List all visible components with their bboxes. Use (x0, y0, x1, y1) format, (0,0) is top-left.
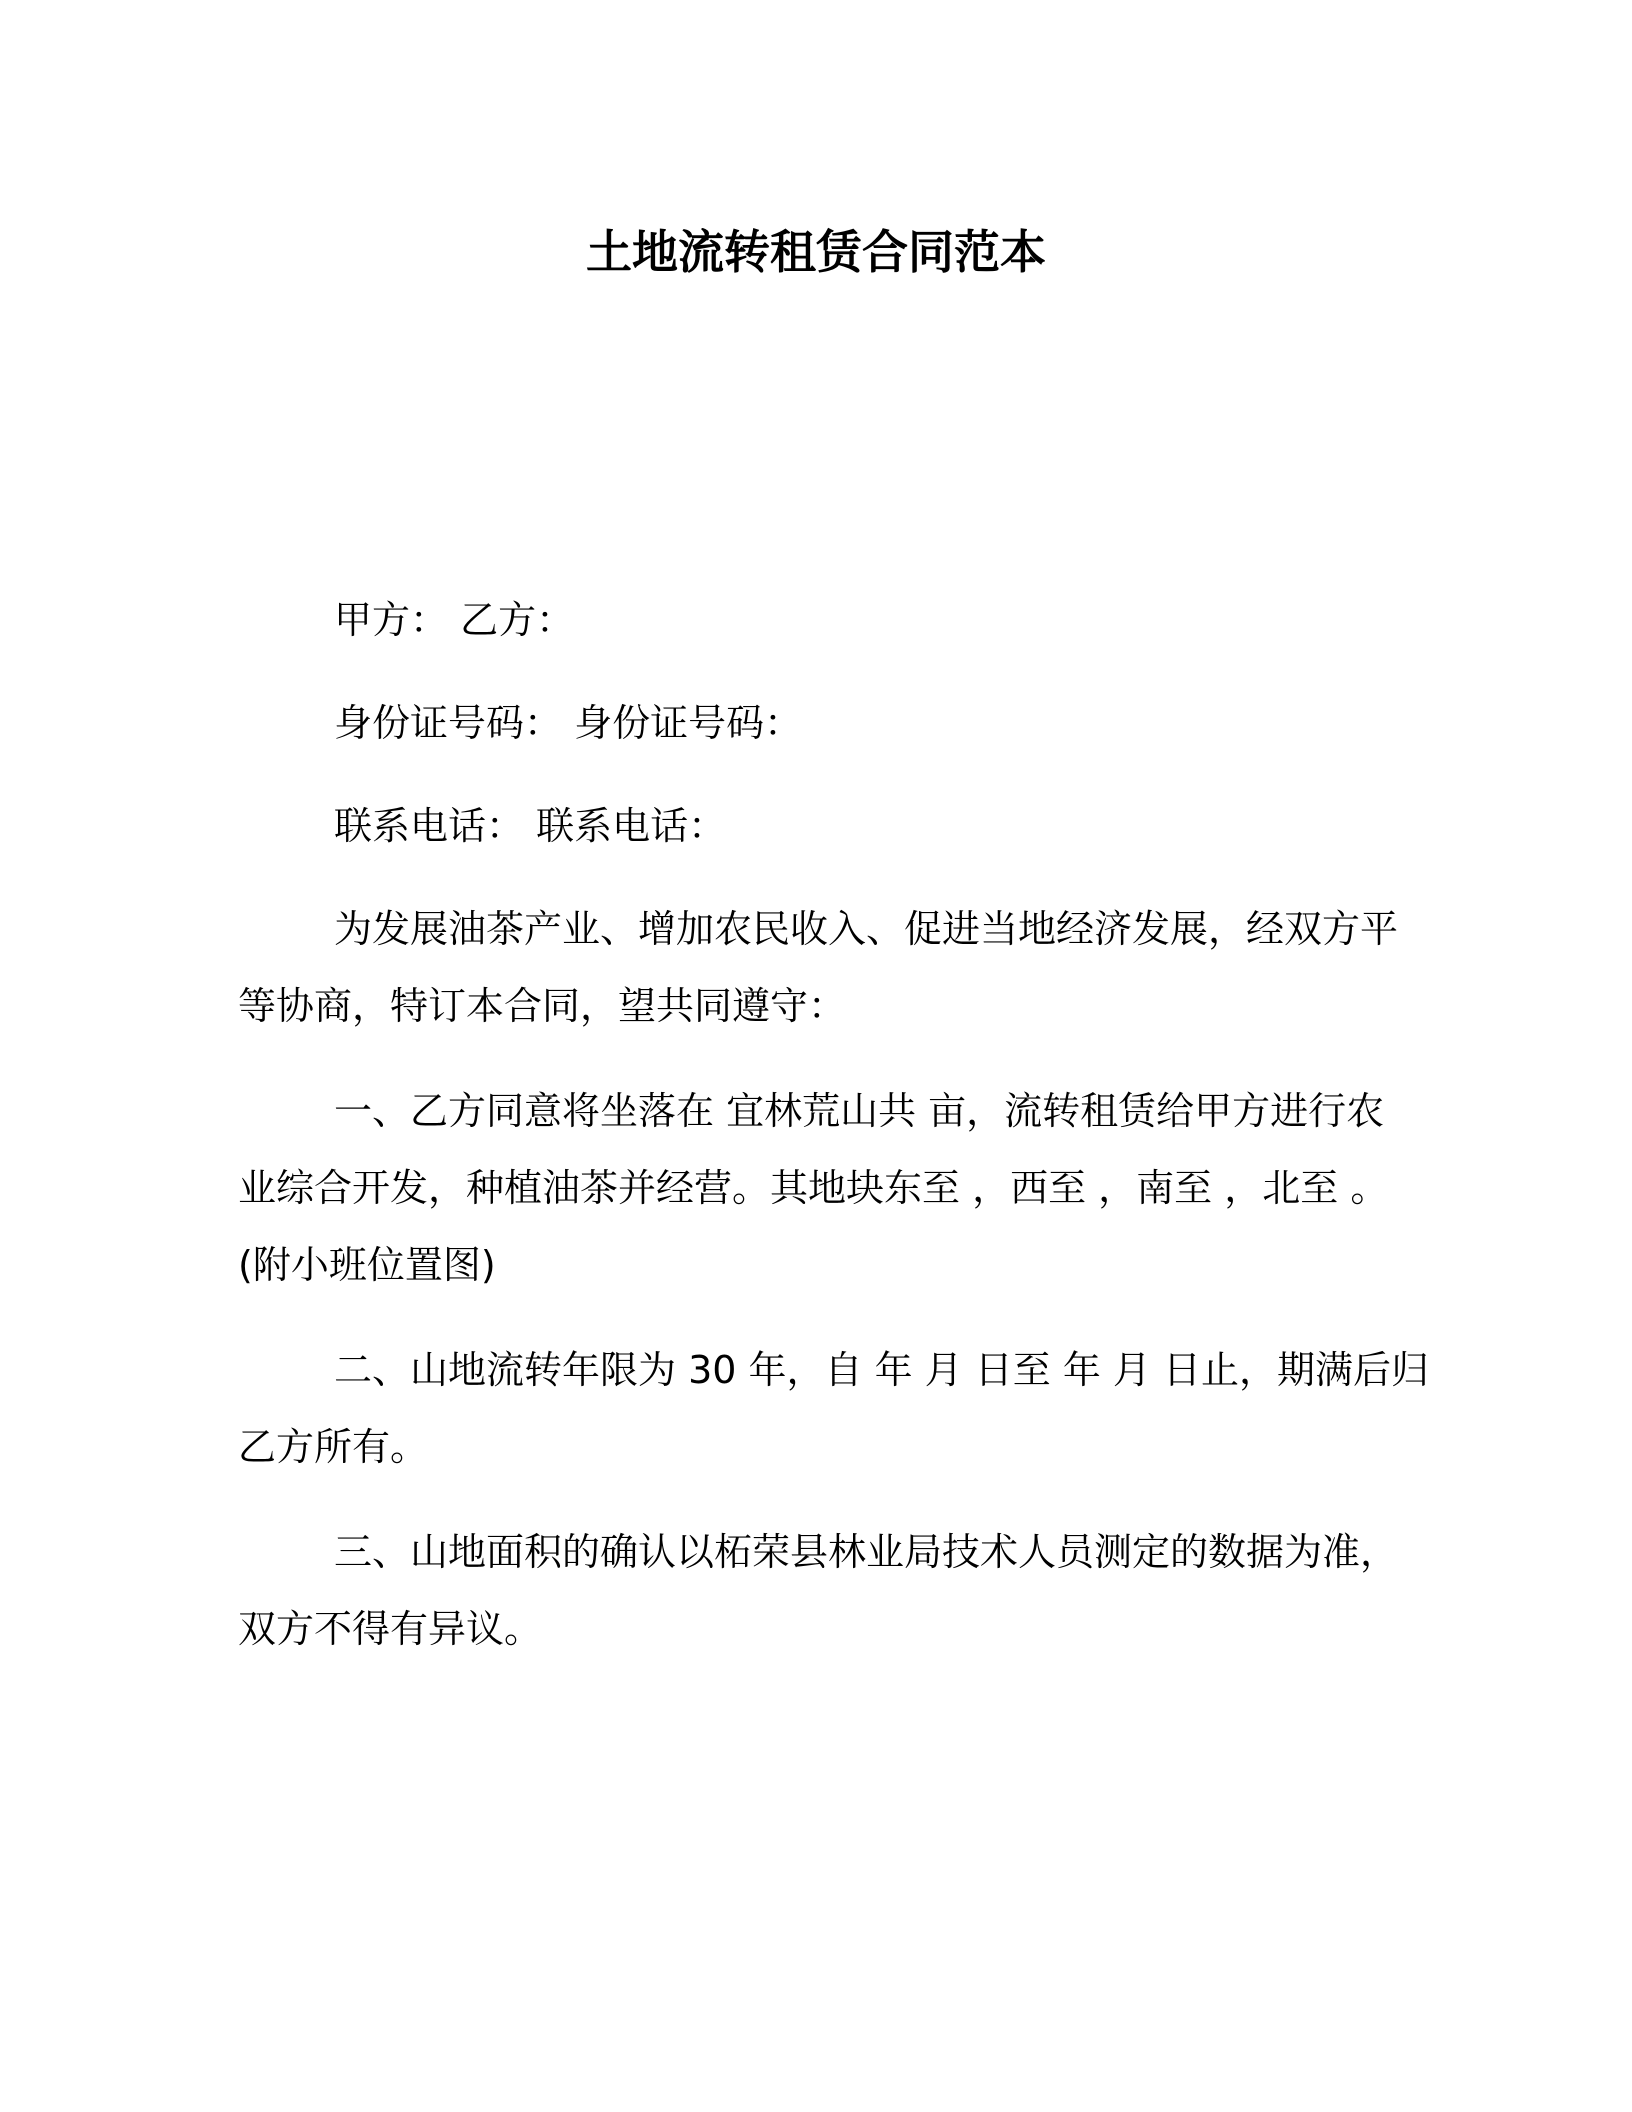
preamble-line-2: 等协商，特订本合同，望共同遵守： (238, 984, 847, 1028)
clause-1-line-2: 业综合开发，种植油茶并经营。其地块东至 ，西至 ，南至 ，北至 。 (238, 1166, 1389, 1210)
preamble-line-1: 为发展油茶产业、增加农民收入、促进当地经济发展，经双方平 (334, 907, 1399, 951)
clause-3-line-1: 三、山地面积的确认以柘荣县林业局技术人员测定的数据为准， (334, 1530, 1399, 1574)
clause-3-line-2: 双方不得有异议。 (238, 1607, 543, 1651)
party-id-line: 身份证号码： 身份证号码： (334, 701, 803, 745)
clause-2-line-1: 二、山地流转年限为 30 年，自 年 月 日至 年 月 日止，期满后归 (334, 1348, 1429, 1392)
party-names-line: 甲方： 乙方： (334, 598, 575, 642)
party-phone-line: 联系电话： 联系电话： (334, 804, 727, 848)
clause-1-line-1: 一、乙方同意将坐落在 宜林荒山共 亩，流转租赁给甲方进行农 (334, 1089, 1385, 1133)
document-title: 土地流转租赁合同范本 (586, 225, 1046, 279)
clause-1-line-3: (附小班位置图) (238, 1243, 496, 1287)
clause-2-line-2: 乙方所有。 (238, 1425, 429, 1469)
